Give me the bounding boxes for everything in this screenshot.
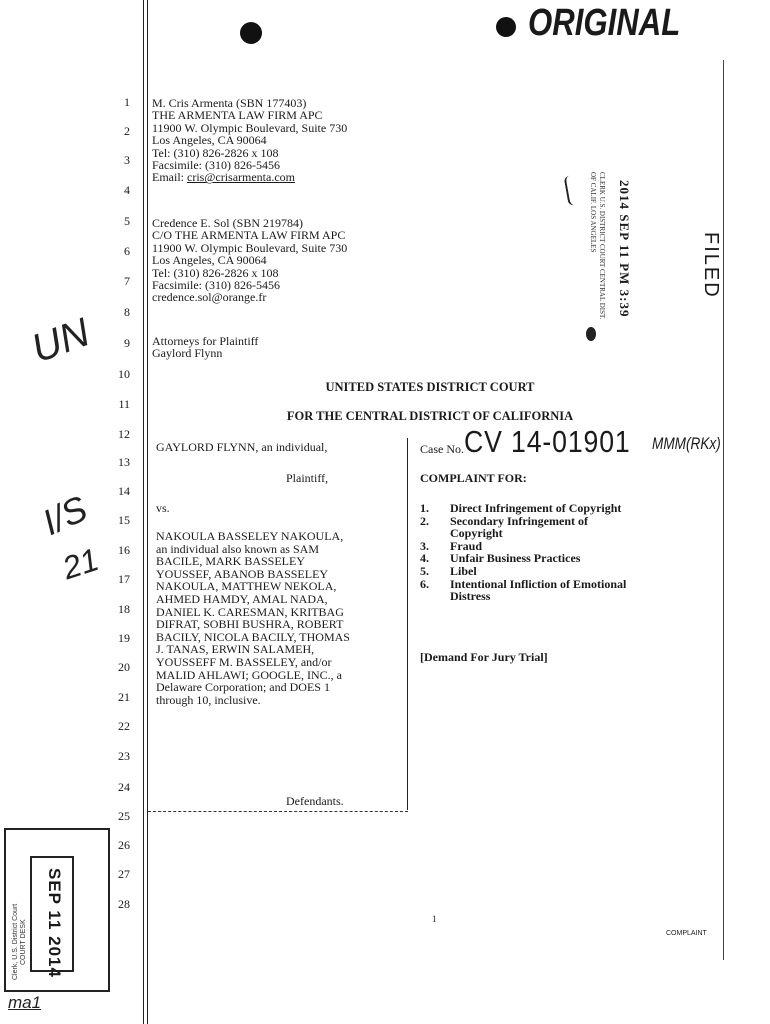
received-date-stamp: SEP 11 2014 [45,868,64,978]
line-number: 21 [118,690,130,704]
claim-item: 3. Fraud [420,538,483,553]
defendants-label: Defendants. [286,794,344,808]
original-stamp: ORIGINAL [528,2,681,44]
hole-punch-dot-right [496,17,516,37]
caption-divider-rule [407,438,408,810]
counsel-line: Los Angeles, CA 90064 [152,133,267,148]
line-number: 3 [124,153,130,167]
versus-label: vs. [156,501,170,515]
hole-punch-dot-left [240,22,262,44]
stamp-dot [586,327,596,341]
handwritten-initials: ma1 [8,993,42,1012]
defendant-line: YOUSSEFF M. BASSELEY, and/or [156,654,332,669]
line-number: 11 [118,397,130,411]
line-number: 16 [118,543,130,557]
defendant-line: through 10, inclusive. [156,692,261,707]
handwritten-21: 21 [58,541,103,587]
defendant-line: AHMED HAMDY, AMAL NADA, [156,591,328,606]
plaintiff-name: GAYLORD FLYNN, an individual, [156,440,328,454]
counsel-line: 11900 W. Olympic Boulevard, Suite 730 [152,240,348,255]
claims-list [420,502,630,603]
defendant-line: Delaware Corporation; and DOES 1 [156,680,330,695]
line-number: 18 [118,602,130,616]
counsel-line: Tel: (310) 826-2826 x 108 [152,265,279,280]
case-number-label: Case No. [420,442,464,456]
line-number: 14 [118,484,130,498]
defendant-line: NAKOULA, MATTHEW NEKOLA, [156,579,337,594]
defendant-line: BACILE, MARK BASSELEY [156,554,306,569]
plaintiff-label: Plaintiff, [286,471,329,485]
second-attorney-block [152,217,347,304]
counsel-line: Facsimile: (310) 826-5456 [152,278,280,293]
footer-label: COMPLAINT [666,930,707,937]
attorneys-for-block [152,335,258,360]
counsel-line: THE ARMENTA LAW FIRM APC [152,108,323,123]
defendant-line: NAKOULA BASSELEY NAKOULA, [156,529,344,543]
counsel-line: 11900 W. Olympic Boulevard, Suite 730 [152,120,348,135]
defendant-line: DIFRAT, SOBHI BUSHRA, ROBERT [156,617,344,632]
line-number: 12 [118,427,130,441]
line-number: 10 [118,367,130,381]
line-number: 27 [118,867,130,881]
defendant-line: MALID AHLAWI; GOOGLE, INC., a [156,667,343,682]
email-link[interactable]: cris@crisarmenta.com [187,170,296,185]
claim-item: 4. Unfair Business Practices [420,551,581,566]
line-number: 25 [118,809,130,823]
line-number: 2 [124,124,130,138]
claim-item: 2. Secondary Infringement of Copyright [420,513,588,541]
attorneys-for-line: Gaylord Flynn [152,346,223,361]
received-clerk-text: Clerk, U.S. District Court [12,903,19,980]
line-number: 23 [118,749,130,763]
right-margin-rule [723,60,724,960]
received-sub-text: COURT DESK [20,919,27,965]
counsel-line: Tel: (310) 826-2826 x 108 [152,145,279,160]
counsel-email-line [152,171,347,183]
caption-bottom-rule [148,811,408,813]
counsel-block [152,97,347,184]
counsel-line: Credence E. Sol (SBN 219784) [152,216,303,230]
counsel-line: M. Cris Armenta (SBN 177403) [152,96,307,110]
claim-item: 1. Direct Infringement of Copyright [420,501,622,515]
line-number: 1 [124,95,130,109]
complaint-for-heading: COMPLAINT FOR: [420,471,527,485]
line-number: 7 [124,274,130,288]
line-number: 24 [118,780,130,794]
left-margin-rule-1 [143,0,144,1024]
claim-item: 6. Intentional Infliction of Emotional Distress [420,576,627,604]
handwritten-un: UN [26,310,96,372]
line-number: 19 [118,631,130,645]
line-number: 15 [118,513,130,527]
email-label: Email: [152,170,187,185]
left-margin-rule-2 [147,0,148,1024]
court-name: UNITED STATES DISTRICT COURT [325,380,535,394]
counsel-line: C/O THE ARMENTA LAW FIRM APC [152,228,346,243]
defendant-line: BACILY, NICOLA BACILY, THOMAS [156,629,350,644]
defendant-line: DANIEL K. CARESMAN, KRITBAG [156,604,344,619]
attorneys-for-line: Attorneys for Plaintiff [152,334,259,348]
line-number: 20 [118,660,130,674]
jury-demand: [Demand For Jury Trial] [420,650,548,664]
filed-date-stamp: 2014 SEP 11 PM 3:39 [617,180,632,318]
line-number: 26 [118,838,130,852]
defendant-line: J. TANAS, ERWIN SALAMEH, [156,642,315,657]
line-number: 6 [124,244,130,258]
claim-item: 5. Libel [420,563,477,578]
line-number: 28 [118,897,130,911]
handwritten-case-suffix: MMM(RKx) [652,434,721,453]
line-number: 4 [124,183,130,197]
clerk-stamp: CLERK U.S. DISTRICT COURT CENTRAL DIST. OF CALIF. LOS ANGELES [589,172,606,320]
court-district: FOR THE CENTRAL DISTRICT OF CALIFORNIA [286,409,574,423]
line-number: 8 [124,305,130,319]
defendant-line: YOUSSEF, ABANOB BASSELEY [156,566,329,581]
filed-stamp: FILED [700,232,722,299]
line-number: 17 [118,572,130,586]
defendants-list [156,530,401,706]
counsel-line: Facsimile: (310) 826-5456 [152,158,280,173]
case-number: CV 14-01901 [464,424,631,459]
clerk-signature [564,174,585,206]
counsel-email-line: credence.sol@orange.fr [152,290,267,305]
page-number: 1 [432,914,437,924]
line-number: 5 [124,214,130,228]
line-number: 9 [124,336,130,350]
handwritten-1s: I/S [36,487,94,544]
line-number: 22 [118,719,130,733]
counsel-line: Los Angeles, CA 90064 [152,253,267,268]
line-number: 13 [118,455,130,469]
defendant-line: an individual also known as SAM [156,541,319,556]
